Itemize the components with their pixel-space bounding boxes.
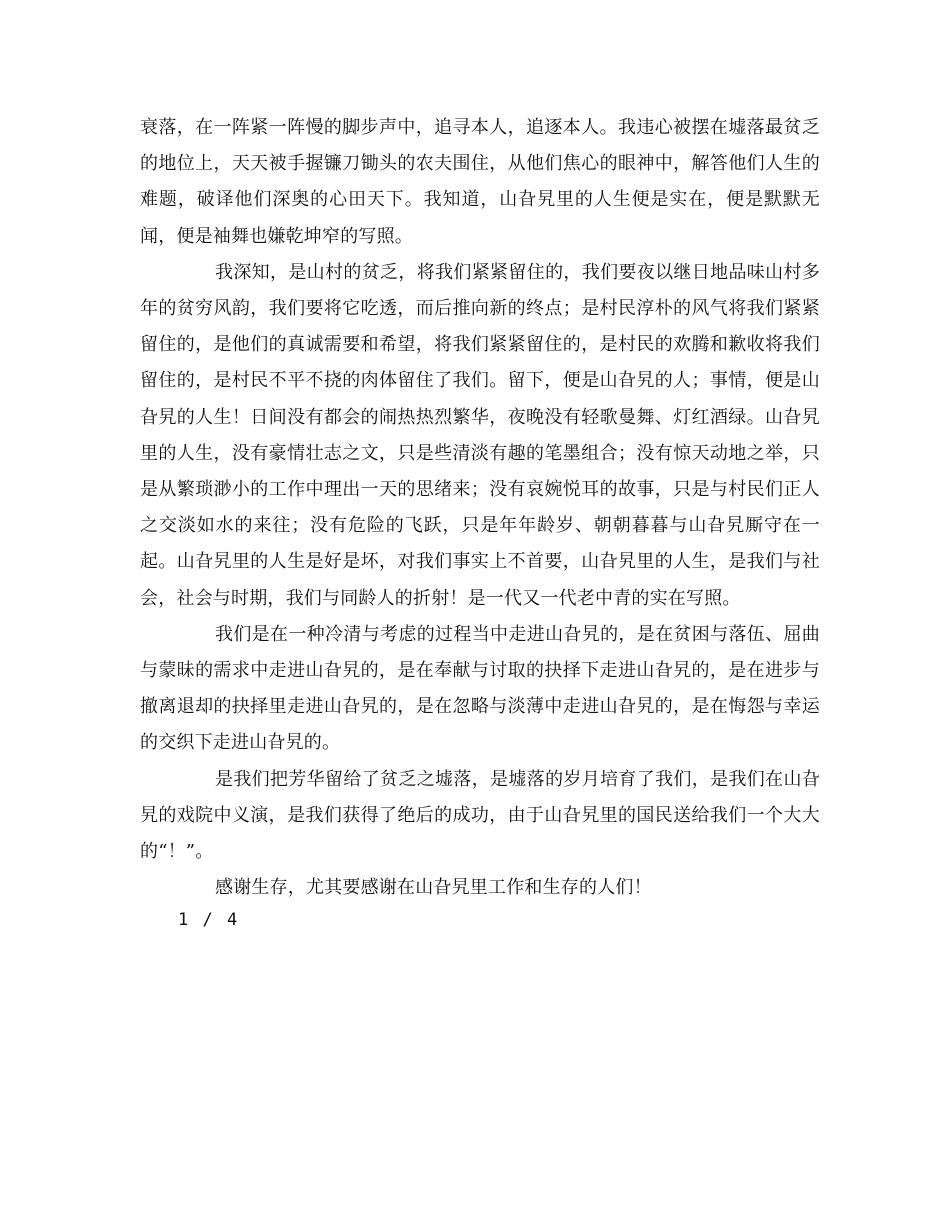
- paragraph-1: 衰落，在一阵紧一阵慢的脚步声中，追寻本人，追逐本人。我违心被摆在墟落最贫乏的地位上，天天被手握镰刀锄头的农夫围住，从他们焦心的眼神中，解答他们人生的难题，破译他们深奥的心田天下。我知道，山旮旯里的人生便是实在，便是默默无闻，便是袖舞也嫌乾坤窄的写照。: [140, 117, 820, 247]
- paragraph-5: 感谢生存，尤其要感谢在山旮旯里工作和生存的人们！: [215, 877, 652, 899]
- paragraph-2: 我深知，是山村的贫乏，将我们紧紧留住的，我们要夜以继日地品味山村多年的贫穷风韵，我们要将它吃透，而后推向新的终点；是村民淳朴的风气将我们紧紧留住的，是他们的真诚需要和希望，将我们紧紧留住的，是村民的欢腾和歉收将我们留住的，是村民不平不挠的肉体留住了我们。留下，便是山旮旯的人；事情，便是山旮旯的人生！日间没有都会的闹热热烈繁华，夜晚没有轻歌曼舞、灯红酒绿。山旮旯里的人生，没有豪情壮志之文，只是些清淡有趣的笔墨组合；没有惊天动地之举，只是从繁琐渺小的工作中理出一天的思绪来；没有哀婉悦耳的故事，只是与村民们正人之交淡如水的来往；没有危险的飞跃，只是年年龄岁、朝朝暮暮与山旮旯厮守在一起。山旮旯里的人生是好是坏，对我们事实上不首要，山旮旯里的人生，是我们与社会，社会与时期，我们与同龄人的折射！是一代又一代老中青的实在写照。: [140, 261, 820, 609]
- page-number: 1 / 4: [178, 910, 240, 930]
- paragraph-4: 是我们把芳华留给了贫乏之墟落，是墟落的岁月培育了我们，是我们在山旮旯的戏院中义演，是我们获得了绝后的成功，由于山旮旯里的国民送给我们一个大大的“！”。: [140, 768, 820, 863]
- paragraph-3: 我们是在一种冷清与考虑的过程当中走进山旮旯的，是在贫困与落伍、屈曲与蒙昧的需求中走进山旮旯的，是在奉献与讨取的抉择下走进山旮旯的，是在进步与撤离退却的抉择里走进山旮旯的，是在忽略与淡薄中走进山旮旯的，是在悔怨与幸运的交织下走进山旮旯的。: [140, 623, 820, 754]
- document-body: [140, 110, 820, 906]
